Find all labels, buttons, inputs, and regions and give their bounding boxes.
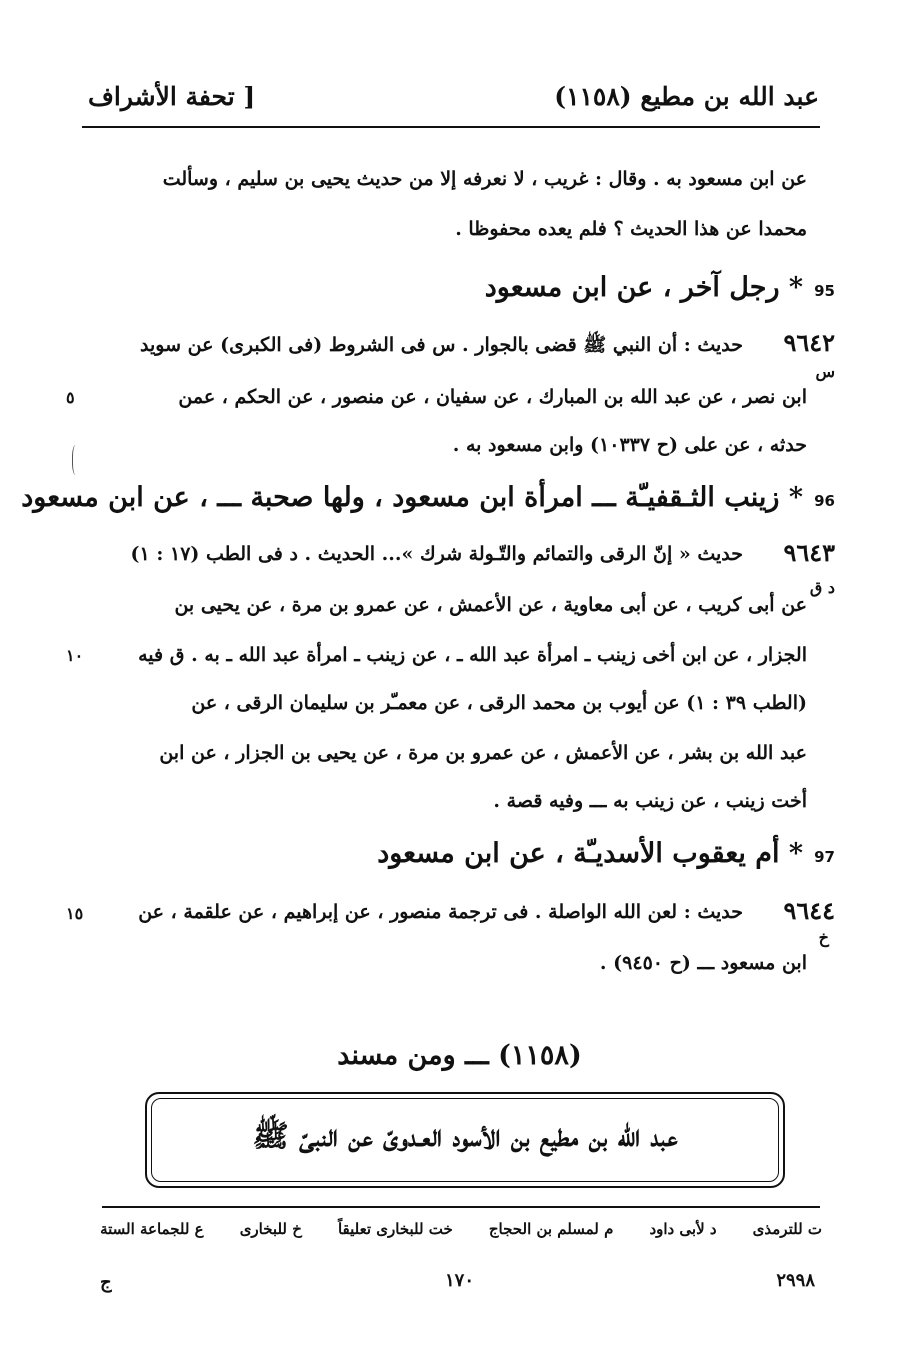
hadith-number: ٩٦٤٤ <box>783 896 835 925</box>
hadith-text: عبد الله بن بشر ، عن الأعمش ، عن عمرو بن مرة ، عن يحيى بن الجزار ، عن ابن <box>159 742 807 764</box>
hadith-text: حديث « إنّ الرقى والتمائم والتّـولة شرك »... الحديث . د فى الطب (١٧ : ١) <box>130 543 743 565</box>
musnad-frame <box>145 1092 785 1188</box>
hadith-text: حديث : لعن الله الواصلة . فى ترجمة منصور ، عن إبراهيم ، عن علقمة ، عن <box>138 901 743 923</box>
margin-stroke <box>72 445 81 475</box>
hadith-margin-code: خ <box>818 928 829 947</box>
section-number: 97 <box>814 848 835 866</box>
page-number: ١٧٠ <box>444 1270 474 1291</box>
legend-item: ع للجماعة الستة <box>100 1220 204 1238</box>
running-header-book: [ تحفة الأشراف <box>88 82 256 111</box>
footer-right-number: ٢٩٩٨ <box>776 1270 815 1291</box>
hadith-text: ابن مسعود ـــ (ح ٩٤٥٠) . <box>599 952 807 974</box>
hadith-text: أخت زينب ، عن زينب به ـــ وفيه قصة . <box>493 790 807 812</box>
hadith-text: (الطب ٣٩ : ١) عن أيوب بن محمد الرقى ، عن معمـّر بن سليمان الرقى ، عن <box>191 692 807 714</box>
section-title: * أم يعقوب الأسديـّة ، عن ابن مسعود <box>377 838 803 869</box>
hadith-text: الجزار ، عن ابن أخى زينب ـ امرأة عبد الله ـ ، عن زينب ـ امرأة عبد الله ـ به . ق فيه <box>138 644 807 666</box>
hadith-number: ٩٦٤٣ <box>783 538 835 567</box>
section-title: * رجل آخر ، عن ابن مسعود <box>484 272 803 303</box>
section-title: * زينب الثـقفيـّة ـــ امرأة ابن مسعود ، ولها صحبة ـــ ، عن ابن مسعود <box>21 482 803 513</box>
hadith-text: عن أبى كريب ، عن أبى معاوية ، عن الأعمش ، عن عمرو بن مرة ، عن يحيى بن <box>174 594 807 616</box>
musnad-heading: (١١٥٨) ـــ ومن مسند <box>337 1040 582 1071</box>
running-header-title: عبد الله بن مطيع (١١٥٨) <box>554 82 819 111</box>
hadith-margin-code: د ق <box>809 578 835 597</box>
intro-line: محمدا عن هذا الحديث ؟ فلم يعده محفوظا . <box>455 218 807 240</box>
line-number-marker: ١٥ <box>66 904 84 923</box>
section-number: 95 <box>814 282 835 300</box>
section-number: 96 <box>814 492 835 510</box>
legend-item: خت للبخارى تعليقاً <box>337 1220 453 1238</box>
line-number-marker: ٥ <box>66 388 75 407</box>
hadith-text: حديث : أن النبي ﷺ قضى بالجوار . س فى الشروط (فى الكبرى) عن سويد <box>140 334 743 356</box>
header-rule <box>82 126 820 128</box>
intro-line: عن ابن مسعود به . وقال : غريب ، لا نعرفه إلا من حديث يحيى بن سليم ، وسألت <box>162 168 807 190</box>
musnad-name: عبد الله بن مطيع بن الأسود العـدوىّ عن النبىّ ﷺ <box>252 1119 678 1154</box>
hadith-margin-code: س <box>815 362 835 381</box>
legend-item: ت للترمذى <box>752 1220 822 1238</box>
hadith-text: ابن نصر ، عن عبد الله بن المبارك ، عن سفيان ، عن منصور ، عن الحكم ، عمن <box>178 386 807 408</box>
abbreviation-legend <box>100 1220 822 1238</box>
legend-item: د لأبى داود <box>649 1220 717 1238</box>
legend-item: خ للبخارى <box>239 1220 302 1238</box>
legend-item: م لمسلم بن الحجاج <box>488 1220 614 1238</box>
hadith-number: ٩٦٤٢ <box>783 328 835 357</box>
footer-rule <box>102 1206 820 1208</box>
line-number-marker: ١٠ <box>66 646 84 665</box>
footer-left-code: ج <box>100 1272 112 1293</box>
hadith-text: حدثه ، عن على (ح ١٠٣٣٧) وابن مسعود به . <box>452 434 807 456</box>
